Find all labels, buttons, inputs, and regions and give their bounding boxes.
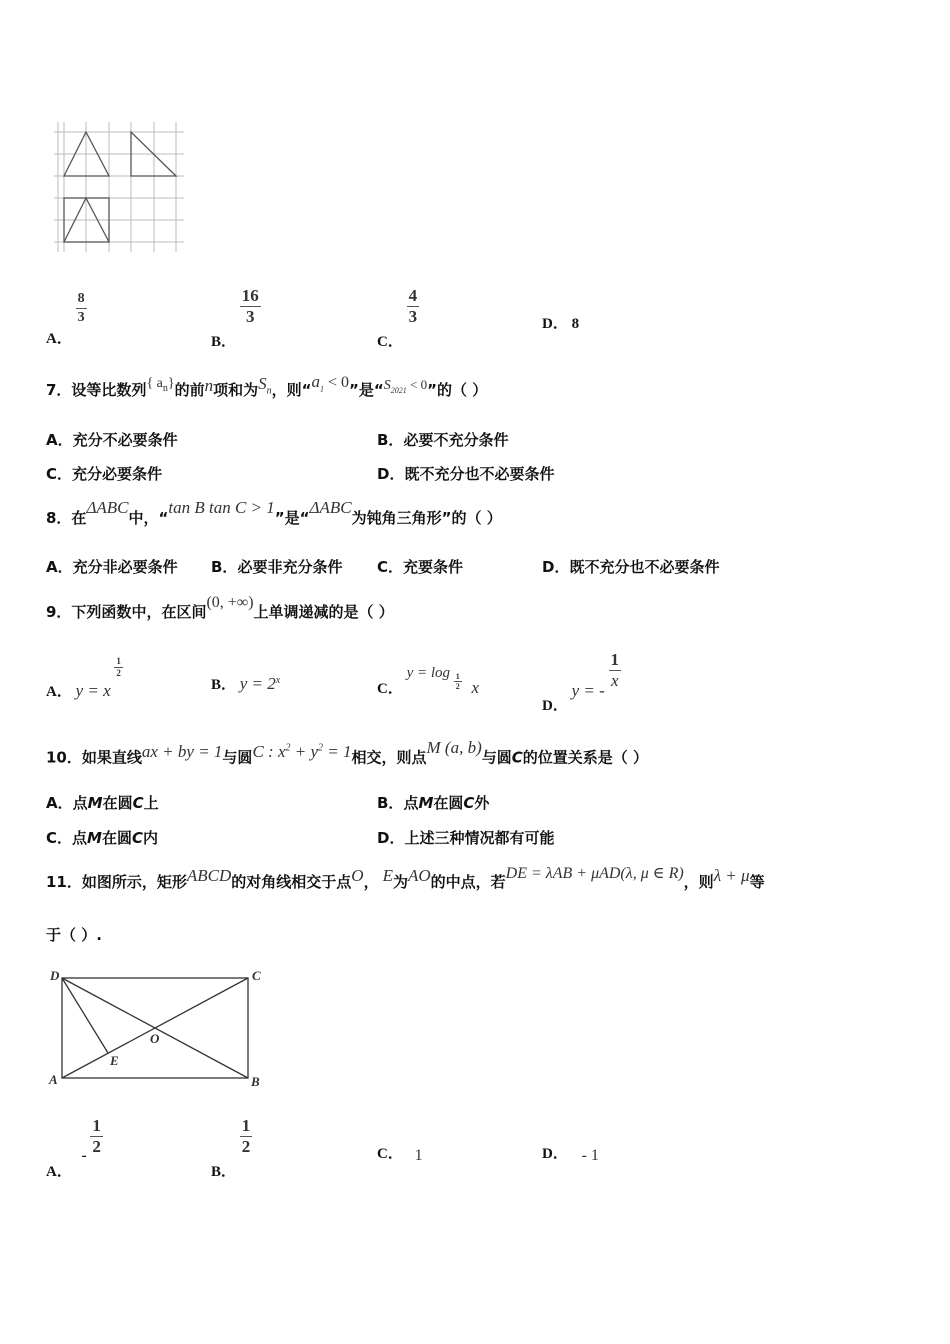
q10-option-a[interactable]: A．点M在圆C上 [46,794,159,812]
q10-option-b[interactable]: B．点M在圆C外 [377,794,490,812]
q11-stem: 11．如图所示，矩形ABCD的对角线相交于点O， E为AO的中点，若DE = λAB + μAD(λ, μ ∈ R)，则λ + μ等 [46,865,765,891]
q8-option-d[interactable]: D．既不充分也不必要条件 [542,558,720,576]
q7-option-c[interactable]: C．充分必要条件 [46,465,163,483]
q11-a-fraction: $\frac{1}{2}$ [92,1116,101,1156]
q11-option-d[interactable]: D． - 1 [542,1146,599,1164]
label-c: C [252,968,261,983]
q7-sn: $S_n$ [258,374,272,397]
q6-option-c[interactable] [377,286,419,350]
q6-option-a[interactable] [46,290,87,347]
q9-a-exponent: $\frac{1}{2}$ [116,656,121,678]
q9-option-b[interactable]: B． $y = 2^x$ [211,674,281,693]
q6-option-c-fraction: $\frac{4}{3}$ [408,286,418,326]
q11-option-b[interactable]: B． $\frac{1}{2}$ [211,1116,251,1180]
q9-option-d[interactable]: D． y = - $\frac{1}{x}$ [542,650,620,714]
q7-option-b[interactable]: B．必要不充分条件 [377,431,509,449]
label-b: B [251,1074,260,1089]
q9-d-fraction: $\frac{1}{x}$ [610,650,620,690]
q10-circle: C : $x^2 + y^2 = 1$ [252,741,352,761]
label-a: A [49,1072,58,1087]
q6-option-c-label: C． [377,334,403,350]
q7-seq: { $a_n$} [146,376,175,394]
q7-cond2: $S_{2021} < 0$ [383,377,428,395]
q11-b-fraction: $\frac{1}{2}$ [241,1116,251,1156]
q8-stem: 8．在ΔABC中，“tan B tan C > 1”是“ΔABC为钝角三角形”的（ ） [46,498,502,527]
q7-option-d[interactable]: D．既不充分也不必要条件 [377,465,555,483]
label-d: D [50,968,60,983]
q6-option-b-fraction: $\frac{16}{3}$ [241,286,259,326]
q9-option-a[interactable]: A． y = x $\frac{1}{2}$ [46,656,121,700]
q7-stem: 7．设等比数列{ $a_n$}的前n项和为$S_n$，则“$a_1 < 0$”是“$S_{2021} < 0$”的（ ） [46,372,488,399]
q9-stem: 9．下列函数中，在区间(0, +∞)上单调递减的是（ ） [46,594,394,621]
segment-de [62,978,108,1053]
label-o: O [150,1031,160,1046]
q8-option-c[interactable]: C．充要条件 [377,558,464,576]
q11-stem-continued: 于（ ）. [46,926,102,944]
q10-stem: 10．如果直线ax + by = 1与圆C : $x^2 + y^2 = 1$相交，则点M (a, b)与圆C的位置关系是（ ） [46,737,649,767]
q6-option-d-value: 8 [571,316,580,332]
q6-option-d[interactable] [542,312,579,333]
q6-option-b[interactable] [211,286,261,350]
q10-option-c[interactable]: C．点M在圆C内 [46,829,159,847]
q9-option-c[interactable]: C． y = log $\frac{1}{2}$ x [377,665,480,697]
q6-option-d-label: D． [542,316,568,332]
q11-option-c[interactable]: C． 1 [377,1146,423,1164]
q11-option-a[interactable]: A． - $\frac{1}{2}$ [46,1116,101,1180]
q6-option-a-fraction: $\frac{8}{3}$ [77,291,85,325]
q8-option-b[interactable]: B．必要非充分条件 [211,558,343,576]
label-e: E [110,1053,119,1068]
q6-option-a-label: A． [46,331,72,347]
q6-option-b-label: B． [211,334,237,350]
rectangle-figure [44,964,268,1092]
q8-option-a[interactable]: A．充分非必要条件 [46,558,178,576]
q7-cond1: $a_1 < 0$ [311,372,350,394]
q10-option-d[interactable]: D．上述三种情况都有可能 [377,829,555,847]
three-view-figure [50,118,190,258]
q7-option-a[interactable]: A．充分不必要条件 [46,431,178,449]
q9-c-base: $\frac{1}{2}$ [455,672,460,691]
